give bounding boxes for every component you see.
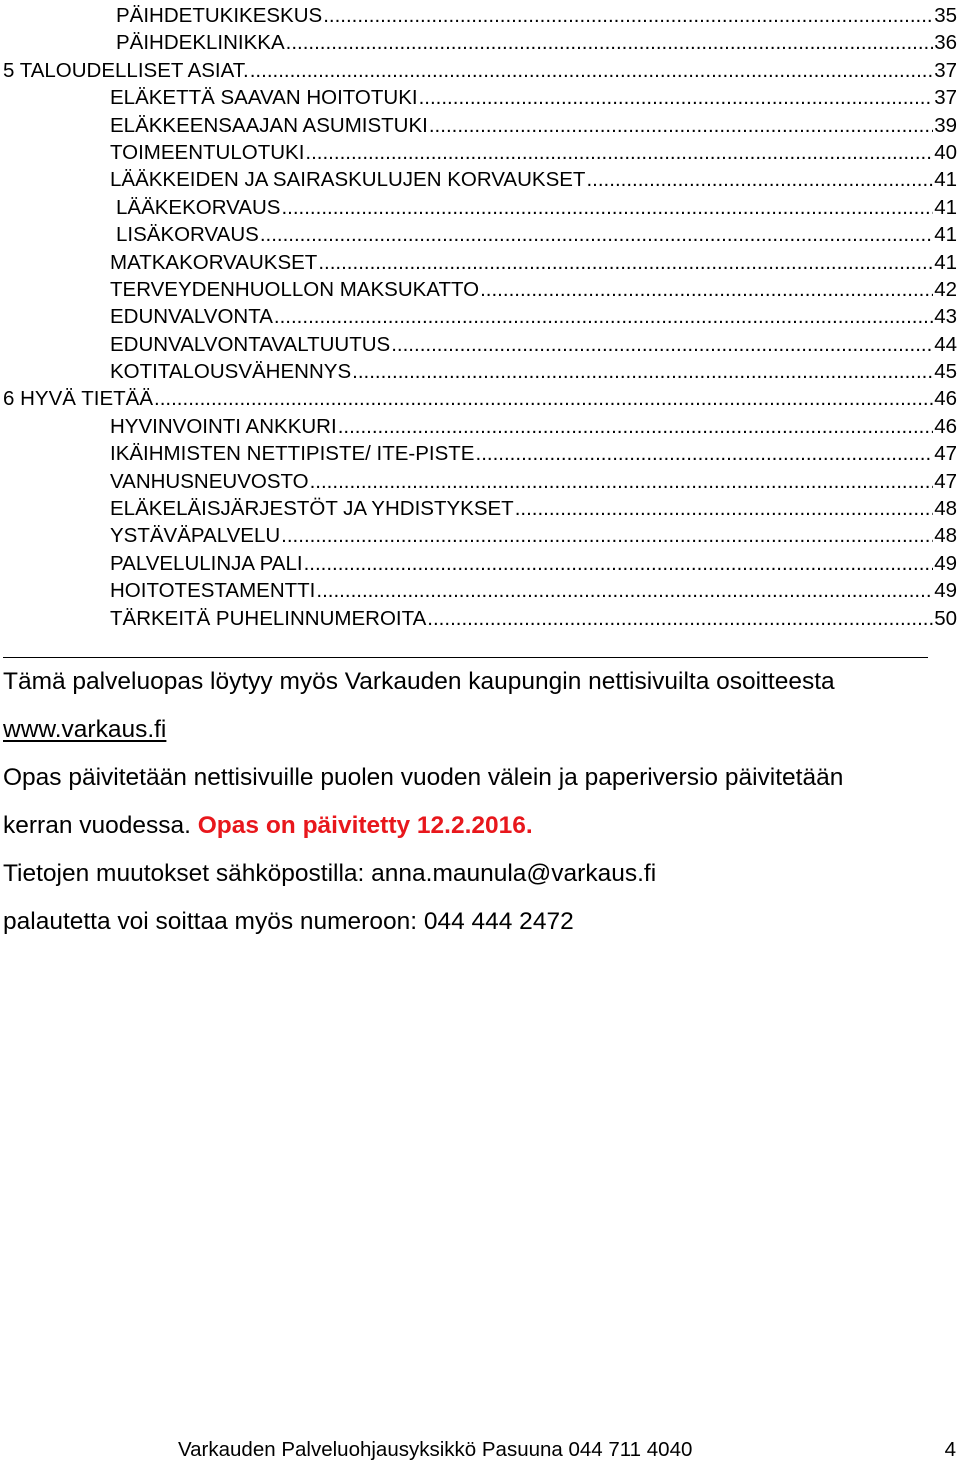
info-line-website <box>3 711 958 759</box>
toc-entry-page: 48 <box>934 497 957 521</box>
toc-entry[interactable] <box>0 468 960 495</box>
toc-entry[interactable] <box>0 303 960 330</box>
toc-entry-title: ELÄKELÄISJÄRJESTÖT JA YHDISTYKSET <box>110 495 515 522</box>
toc-dot-leader <box>338 413 934 440</box>
toc-entry-title: HYVINVOINTI ANKKURI <box>110 413 338 440</box>
toc-entry[interactable] <box>0 331 960 358</box>
info-line-availability: Tämä palveluopas löytyy myös Varkauden kaupungin nettisivuilta osoitteesta <box>3 668 835 695</box>
toc-dot-leader <box>154 385 933 412</box>
toc-entry-page: 41 <box>934 168 957 192</box>
toc-entry[interactable] <box>0 577 960 604</box>
toc-entry-title: PÄIHDEKLINIKKA <box>116 29 286 56</box>
toc-dot-leader <box>260 221 933 248</box>
toc-dot-leader <box>352 358 933 385</box>
toc-dot-leader <box>281 194 933 221</box>
toc-entry-title: TOIMEENTULOTUKI <box>110 139 305 166</box>
toc-entry[interactable] <box>0 194 960 221</box>
toc-entry-page: 45 <box>934 360 957 384</box>
toc-entry-title: KOTITALOUSVÄHENNYS <box>110 358 352 385</box>
toc-entry-title: EDUNVALVONTA <box>110 303 274 330</box>
toc-entry-page: 39 <box>934 113 957 137</box>
toc-entry[interactable] <box>0 385 960 412</box>
info-line-update-date <box>3 807 958 855</box>
toc-entry-page: 48 <box>934 524 957 548</box>
toc-dot-leader <box>318 249 933 276</box>
toc-entry[interactable] <box>0 29 960 56</box>
toc-entry[interactable] <box>0 112 960 139</box>
toc-entry-page: 41 <box>934 250 957 274</box>
website-link[interactable]: www.varkaus.fi <box>3 716 167 743</box>
toc-entry-title: YSTÄVÄPALVELU <box>110 522 281 549</box>
toc-entry-title: 5 TALOUDELLISET ASIAT. <box>3 57 250 84</box>
toc-entry-page: 44 <box>934 332 957 356</box>
toc-dot-leader <box>304 550 934 577</box>
toc-entry[interactable] <box>0 522 960 549</box>
toc-entry[interactable] <box>0 495 960 522</box>
toc-entry-page: 46 <box>934 414 957 438</box>
toc-dot-leader <box>476 440 934 467</box>
toc-entry-page: 40 <box>934 140 957 164</box>
toc-entry[interactable] <box>0 249 960 276</box>
toc-entry-title: LÄÄKEKORVAUS <box>116 194 281 221</box>
update-prefix-text: kerran vuodessa. <box>3 812 198 839</box>
toc-entry[interactable] <box>0 57 960 84</box>
toc-dot-leader <box>429 112 933 139</box>
toc-entry[interactable] <box>0 440 960 467</box>
toc-entry-page: 49 <box>934 551 957 575</box>
toc-entry-page: 49 <box>934 579 957 603</box>
toc-entry-page: 47 <box>934 469 957 493</box>
toc-dot-leader <box>419 84 934 111</box>
toc-entry[interactable] <box>0 605 960 632</box>
toc-entry-title: TERVEYDENHUOLLON MAKSUKATTO <box>110 276 480 303</box>
toc-entry-title: MATKAKORVAUKSET <box>110 249 318 276</box>
info-line-email: Tietojen muutokset sähköpostilla: anna.maunula@varkaus.fi <box>3 860 657 887</box>
info-line-update-schedule: Opas päivitetään nettisivuille puolen vuoden välein ja paperiversio päivitetään <box>3 764 844 791</box>
toc-dot-leader <box>305 139 933 166</box>
toc-entry-title: ELÄKKEENSAAJAN ASUMISTUKI <box>110 112 429 139</box>
toc-dot-leader <box>427 605 933 632</box>
toc-entry-page: 37 <box>934 86 957 110</box>
toc-entry-title: TÄRKEITÄ PUHELINNUMEROITA <box>110 605 427 632</box>
toc-entry[interactable] <box>0 2 960 29</box>
toc-dot-leader <box>250 57 933 84</box>
toc-dot-leader <box>274 303 933 330</box>
toc-entry[interactable] <box>0 413 960 440</box>
toc-entry-page: 46 <box>934 387 957 411</box>
toc-entry-page: 50 <box>934 606 957 630</box>
toc-entry-page: 36 <box>934 31 957 55</box>
toc-entry[interactable] <box>0 276 960 303</box>
toc-dot-leader <box>323 2 933 29</box>
toc-dot-leader <box>391 331 933 358</box>
toc-entry-page: 41 <box>934 223 957 247</box>
toc-entry-title: VANHUSNEUVOSTO <box>110 468 310 495</box>
toc-entry-title: IKÄIHMISTEN NETTIPISTE/ ITE-PISTE <box>110 440 476 467</box>
footer-text: Varkauden Palveluohjausyksikkö Pasuuna 044 711 4040 <box>178 1438 693 1461</box>
toc-entry-page: 42 <box>934 277 957 301</box>
toc-dot-leader <box>286 29 934 56</box>
updated-date-text: Opas on päivitetty 12.2.2016. <box>197 812 533 839</box>
toc-dot-leader <box>586 166 933 193</box>
table-of-contents <box>0 2 960 632</box>
toc-entry-title: HOITOTESTAMENTTI <box>110 577 316 604</box>
page-footer <box>178 1435 958 1465</box>
toc-entry-title: EDUNVALVONTAVALTUUTUS <box>110 331 391 358</box>
toc-entry-page: 47 <box>934 442 957 466</box>
toc-dot-leader <box>316 577 933 604</box>
page-number: 4 <box>944 1438 956 1461</box>
info-section <box>3 663 958 951</box>
toc-dot-leader <box>515 495 934 522</box>
toc-entry-page: 43 <box>934 305 957 329</box>
toc-entry[interactable] <box>0 221 960 248</box>
toc-dot-leader <box>480 276 933 303</box>
toc-dot-leader <box>281 522 933 549</box>
toc-entry-title: 6 HYVÄ TIETÄÄ <box>3 385 154 412</box>
toc-entry-page: 35 <box>934 4 957 27</box>
toc-entry[interactable] <box>0 166 960 193</box>
toc-dot-leader <box>310 468 934 495</box>
toc-entry-title: LÄÄKKEIDEN JA SAIRASKULUJEN KORVAUKSET <box>110 166 586 193</box>
separator-rule <box>3 657 928 658</box>
toc-entry-title: PÄIHDETUKIKESKUS <box>116 2 323 29</box>
info-line-phone: palautetta voi soittaa myös numeroon: 044 444 2472 <box>3 908 574 935</box>
toc-entry-title: LISÄKORVAUS <box>116 221 260 248</box>
toc-entry[interactable] <box>0 139 960 166</box>
toc-entry[interactable] <box>0 358 960 385</box>
toc-entry-page: 41 <box>934 195 957 219</box>
toc-entry[interactable] <box>0 550 960 577</box>
toc-entry-title: PALVELULINJA PALI <box>110 550 304 577</box>
toc-entry-title: ELÄKETTÄ SAAVAN HOITOTUKI <box>110 84 419 111</box>
toc-entry[interactable] <box>0 84 960 111</box>
toc-entry-page: 37 <box>934 58 957 82</box>
